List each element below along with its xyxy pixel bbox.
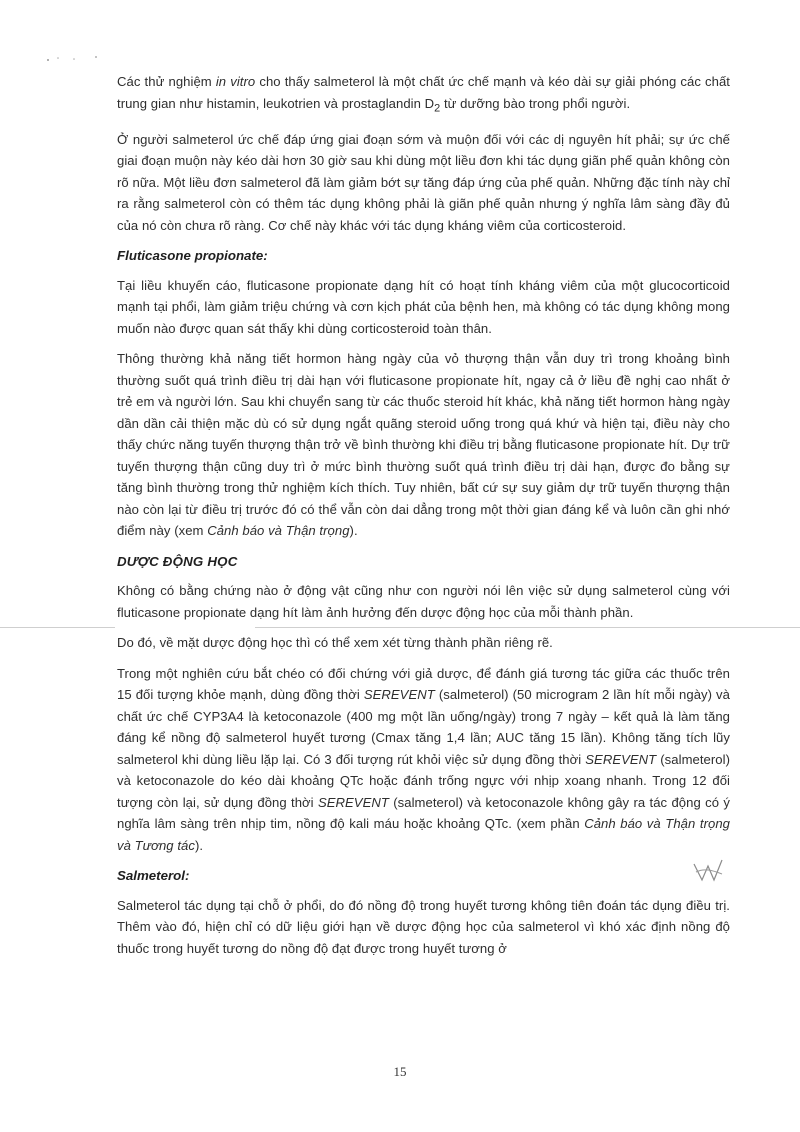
italic-text: SEREVENT [363, 687, 435, 703]
text-run: cho thấy salmeterol là một chất ức chế mạnh và kéo dài sự giải phóng các chất trung gian như histamin, leukotrien và prostaglandin D [117, 74, 730, 111]
text-run: ). [194, 837, 204, 853]
text-run: Không có bằng chứng nào ở động vật cũng như con người nói lên việc sử dụng salmeterol cùng với fluticasone propionate dạng hít làm ảnh hưởng đến dược động học của mỗi thành phần. [117, 583, 730, 620]
italic-text: in vitro [215, 74, 256, 89]
document-body [117, 71, 730, 968]
subscript: 2 [434, 102, 441, 115]
body-paragraph [117, 663, 730, 857]
section-heading: Salmeterol: [117, 868, 190, 884]
body-paragraph [117, 580, 730, 623]
body-paragraph [117, 348, 730, 542]
body-paragraph [117, 71, 730, 120]
body-paragraph [117, 632, 730, 654]
section-rule-left [0, 627, 115, 628]
body-paragraph [117, 895, 730, 960]
text-run: Trong một nghiên cứu bắt chéo có đối chứng với giả dược, để đánh giá tương tác giữa các thuốc trên 15 đối tượng khỏe mạnh, dùng đồng thời [117, 665, 730, 703]
text-run: Thông thường khả năng tiết hormon hàng ngày của vỏ thượng thận vẫn duy trì trong khoảng bình thường suốt quá trình điều trị dài hạn với fluticasone propionate hít, ngay cả ở liều đề nghị cao nhất ở trẻ em và người lớn. Sau khi chuyển sang từ các thuốc steroid hít khác, khả năng tiết hormon hàng ngày dần dần cải thiện mặc dù có sử dụng ngắt quãng steroid uống trong quá khứ và hiện tại, điều này cho thấy chức năng tuyến thượng thận trở về bình thường khi điều trị bằng fluticasone propionate hít. Dự trữ tuyến thượng thận cũng duy trì ở mức bình thường suốt quá trình điều trị dài hạn, được đo bằng sự tăng bình thường trong thử nghiệm kích thích. Tuy nhiên, bất cứ sự suy giảm dự trữ tuyến thượng thận nào còn lại từ điều trị trước đó có thể vẫn còn dai dẳng trong một thời gian đáng kể và luôn cần ghi nhớ điểm này (xem [117, 351, 730, 539]
section-heading: Fluticasone propionate: [117, 248, 268, 264]
italic-text: SEREVENT [585, 751, 657, 767]
italic-text: Cảnh báo và Thận trọng và Tương tác [117, 816, 730, 853]
body-paragraph [117, 129, 730, 237]
text-run: Do đó, về mặt dược động học thì có thể xem xét từng thành phần riêng rẽ. [117, 635, 553, 651]
italic-text: Cảnh báo và Thận trọng [207, 523, 350, 539]
scan-artifact [44, 50, 114, 66]
text-run: Tại liều khuyến cáo, fluticasone propionate dạng hít có hoạt tính kháng viêm của một glucocorticoid mạnh tại phổi, làm giảm triệu chứng và cơn kịch phát của bệnh hen, mà không có tác dụng không mong muốn nào được quan sát thấy khi dùng corticosteroid toàn thân. [117, 277, 730, 336]
text-run: Ở người salmeterol ức chế đáp ứng giai đoạn sớm và muộn đối với các dị nguyên hít phải; sự ức chế giai đoạn muộn này kéo dài hơn 30 giờ sau khi dùng một liều đơn khi tác dụng giãn phế quản không còn rõ nữa. Một liều đơn salmeterol đã làm giảm bớt sự tăng đáp ứng của phế quản. Những đặc tính này chỉ ra rằng salmeterol còn có thêm tác dụng không phải là giãn phế quản nhưng ý nghĩa lâm sàng đầy đủ của nó còn chưa rõ ràng. Cơ chế này khác với tác dụng kháng viêm của corticosteroid. [117, 131, 730, 233]
text-run: từ dưỡng bào trong phổi người. [440, 95, 631, 111]
body-paragraph [117, 275, 730, 340]
text-run: Các thử nghiệm [117, 74, 216, 89]
italic-text: SEREVENT [317, 794, 389, 810]
handwritten-mark [688, 850, 728, 890]
section-heading: DƯỢC ĐỘNG HỌC [117, 553, 238, 569]
page-number: 15 [393, 1064, 407, 1079]
text-run: Salmeterol tác dụng tại chỗ ở phổi, do đó nồng độ trong huyết tương không tiên đoán tác dụng điều trị. Thêm vào đó, hiện chỉ có dữ liệu giới hạn về dược động học của salmeterol vì khó xác định nồng độ thuốc trong huyết tương do nồng độ đạt được trong huyết tương ở [117, 897, 730, 956]
text-run: (salmeterol) và ketoconazole không gây ra tác động có ý nghĩa lâm sàng trên nhịp tim, nồng độ kali máu hoặc khoảng QTc. (xem phần [117, 794, 730, 832]
text-run: (salmeterol) (50 microgram 2 lần hít mỗi ngày) và chất ức chế CYP3A4 là ketoconazole (400 mg một lần uống/ngày) trong 7 ngày – kết quả là làm tăng đáng kể nồng độ salmeterol huyết tương (Cmax tăng 1,4 lần; AUC tăng 15 lần). Không tăng tích lũy salmeterol khi dùng liều lặp lại. Có 3 đối tượng rút khỏi việc sử dụng đồng thời [117, 687, 730, 767]
text-run: ). [349, 523, 358, 539]
text-run: (salmeterol) và ketoconazole do kéo dài khoảng QTc hoặc đánh trống ngực với nhịp xoang nhanh. Trong 12 đối tượng còn lại, sử dụng đồng thời [117, 751, 730, 810]
